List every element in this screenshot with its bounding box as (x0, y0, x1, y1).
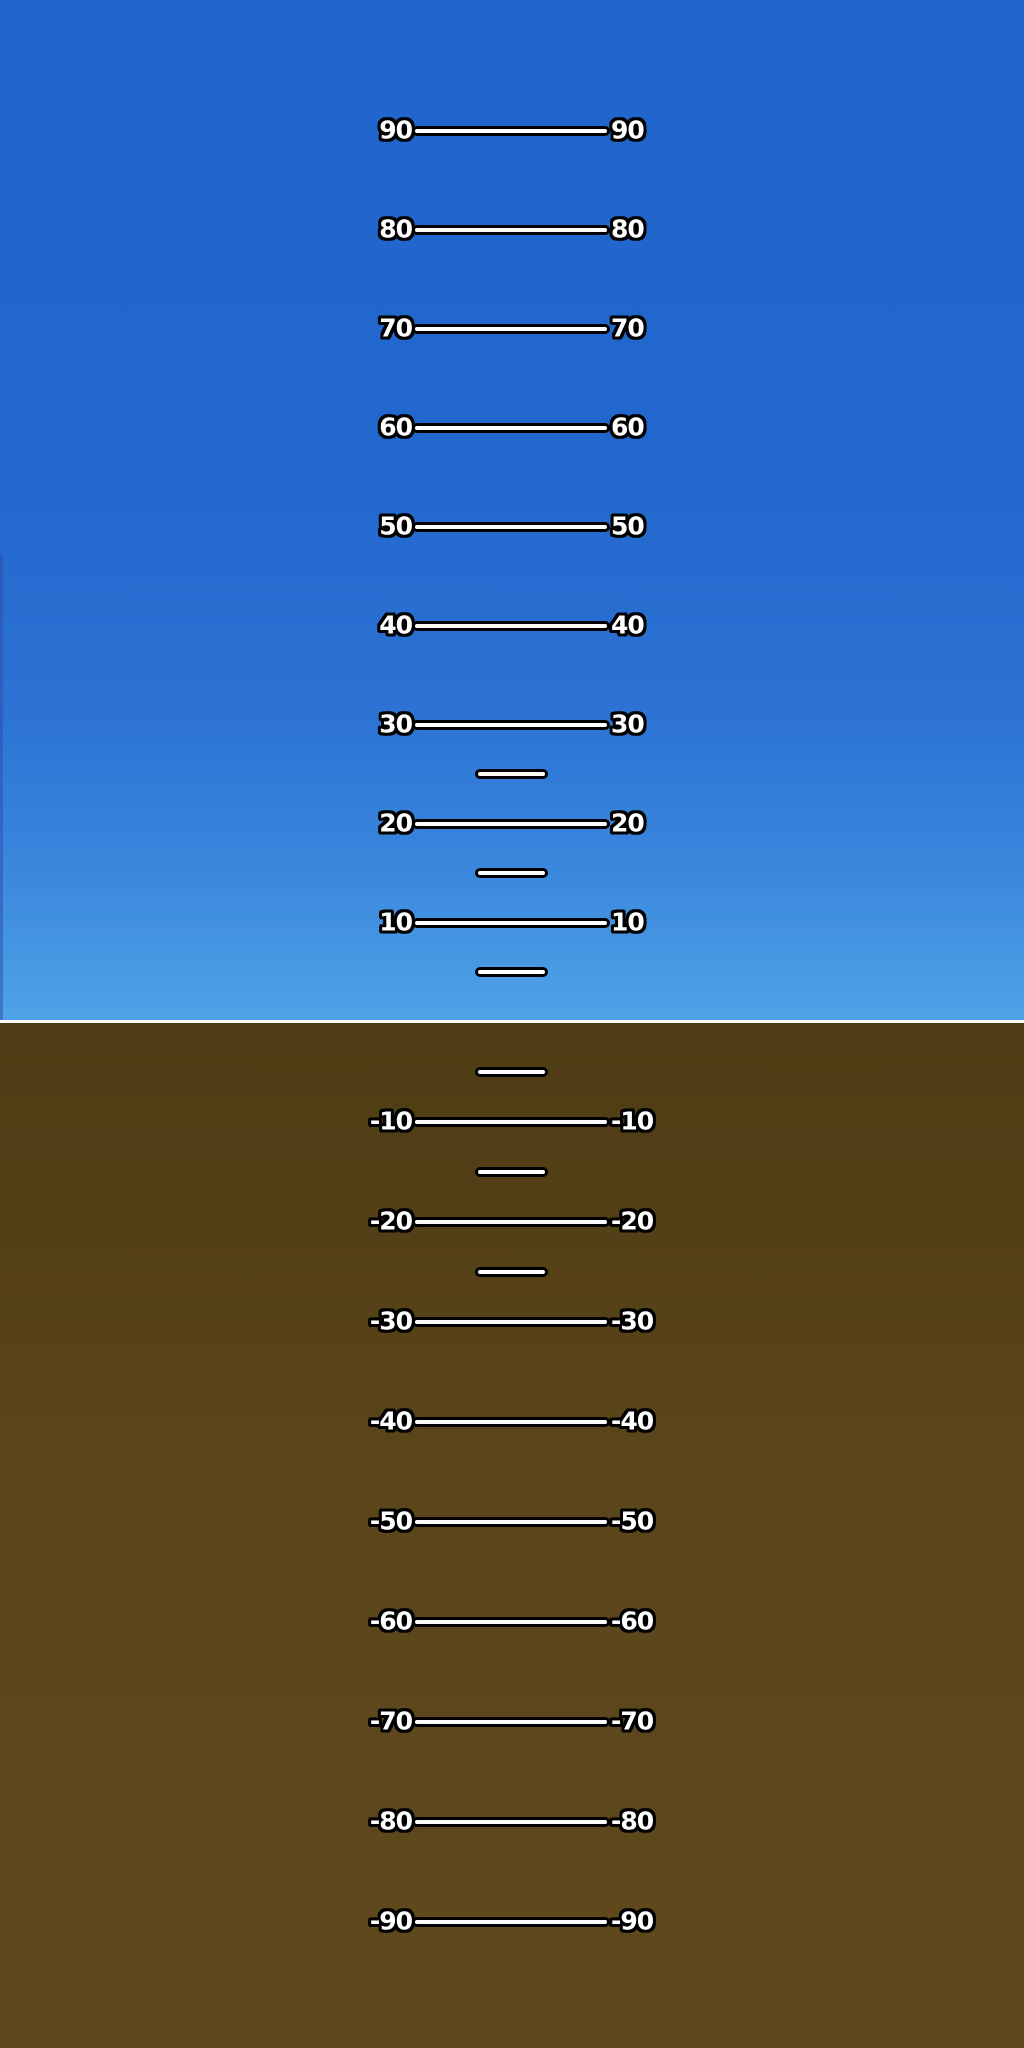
pitch-line (412, 1617, 610, 1627)
pitch-label-left: 60 (379, 412, 412, 441)
pitch-line (412, 720, 610, 730)
pitch-line (412, 324, 610, 334)
pitch-label-right: -10 (611, 1106, 654, 1136)
pitch-label-left: -90 (369, 1906, 412, 1936)
pitch-line (412, 621, 610, 631)
pitch-line (412, 225, 610, 235)
pitch-label-left: -20 (369, 1206, 412, 1236)
pitch-label-right: 20 (611, 808, 644, 837)
pitch-label-right: 90 (611, 115, 644, 144)
pitch-label-right: 40 (611, 610, 644, 639)
pitch-label-right: 10 (611, 907, 644, 936)
pitch-label-left: 70 (379, 313, 412, 342)
pitch-label-right: 50 (611, 511, 644, 540)
pitch-minor-mark (475, 868, 548, 878)
pitch-label-right: -30 (611, 1306, 654, 1336)
pitch-line (412, 819, 610, 829)
pitch-line (412, 522, 610, 532)
pitch-label-left: 10 (379, 907, 412, 936)
pitch-label-left: 90 (379, 115, 412, 144)
pitch-label-left: 80 (379, 214, 412, 243)
pitch-line (412, 1817, 610, 1827)
pitch-line (412, 1217, 610, 1227)
pitch-line (412, 1917, 610, 1927)
pitch-line (412, 918, 610, 928)
pitch-label-right: -70 (611, 1706, 654, 1736)
pitch-line (412, 1317, 610, 1327)
pitch-label-right: -80 (611, 1806, 654, 1836)
pitch-line (412, 126, 610, 136)
pitch-label-right: -20 (611, 1206, 654, 1236)
pitch-minor-mark (475, 967, 548, 977)
pitch-label-left: -30 (369, 1306, 412, 1336)
pitch-line (412, 1117, 610, 1127)
pitch-minor-mark (475, 769, 548, 779)
pitch-minor-mark (475, 1267, 548, 1277)
pitch-label-left: -80 (369, 1806, 412, 1836)
pitch-label-left: 30 (379, 709, 412, 738)
pitch-minor-mark (475, 1067, 548, 1077)
pitch-label-right: -50 (611, 1506, 654, 1536)
pitch-label-right: 30 (611, 709, 644, 738)
pitch-label-right: 60 (611, 412, 644, 441)
pitch-label-left: -60 (369, 1606, 412, 1636)
pitch-label-left: 40 (379, 610, 412, 639)
pitch-label-left: -70 (369, 1706, 412, 1736)
pitch-label-right: -60 (611, 1606, 654, 1636)
pitch-line (412, 1417, 610, 1427)
pitch-label-right: 80 (611, 214, 644, 243)
pitch-label-right: -90 (611, 1906, 654, 1936)
pitch-label-left: 20 (379, 808, 412, 837)
pitch-label-right: -40 (611, 1406, 654, 1436)
pitch-line (412, 423, 610, 433)
pitch-line (412, 1717, 610, 1727)
pitch-label-left: 50 (379, 511, 412, 540)
pitch-label-left: -10 (369, 1106, 412, 1136)
pitch-label-right: 70 (611, 313, 644, 342)
pitch-minor-mark (475, 1167, 548, 1177)
pitch-label-left: -40 (369, 1406, 412, 1436)
pitch-line (412, 1517, 610, 1527)
pitch-label-left: -50 (369, 1506, 412, 1536)
